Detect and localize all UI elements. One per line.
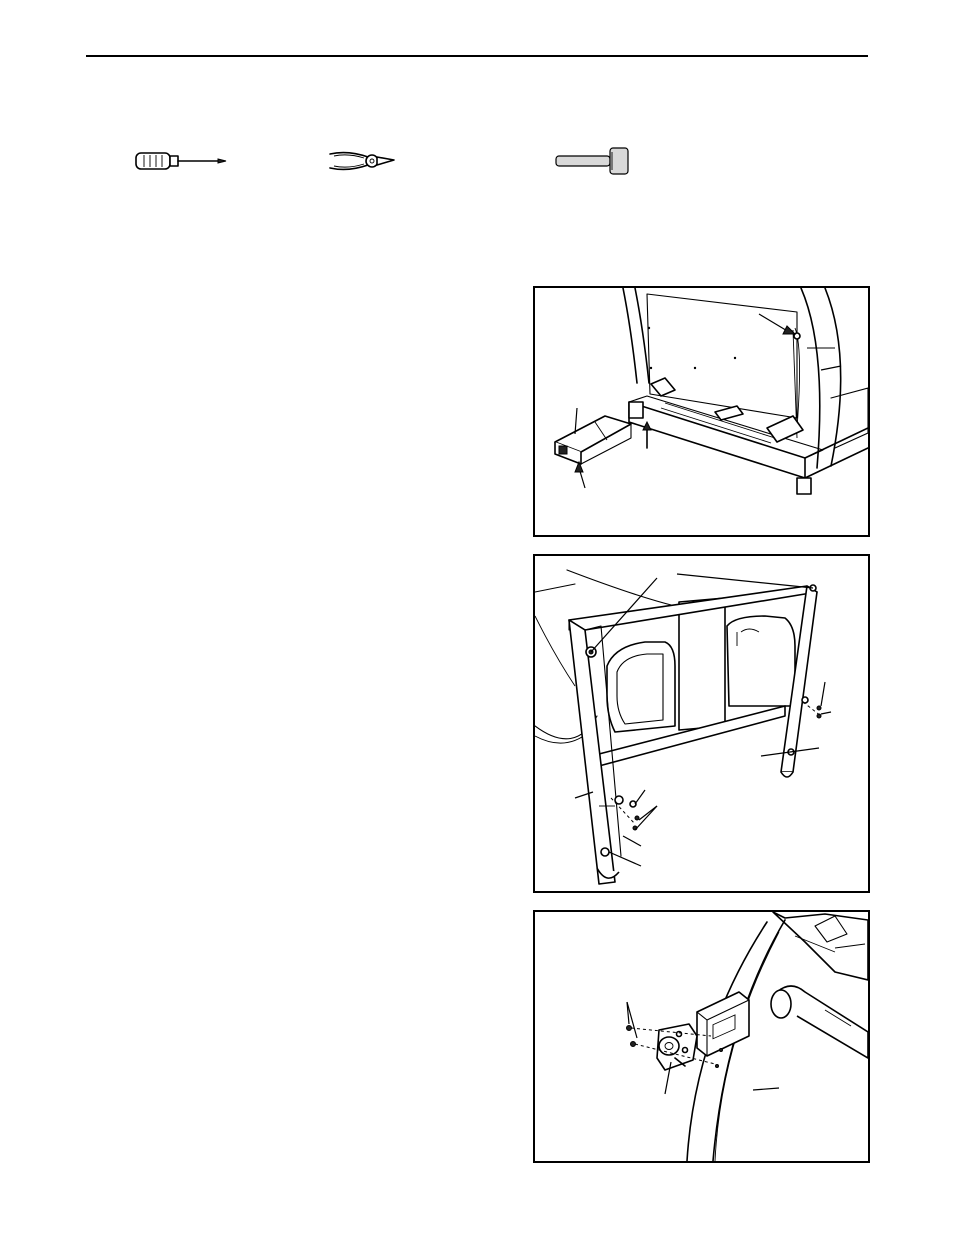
screwdriver-icon [134, 140, 234, 182]
mallet-icon [554, 140, 634, 182]
pliers-icon [328, 140, 398, 182]
figure-2 [533, 554, 870, 893]
figure-3 [533, 910, 870, 1163]
header-rule [86, 55, 868, 57]
figure-1 [533, 286, 870, 537]
